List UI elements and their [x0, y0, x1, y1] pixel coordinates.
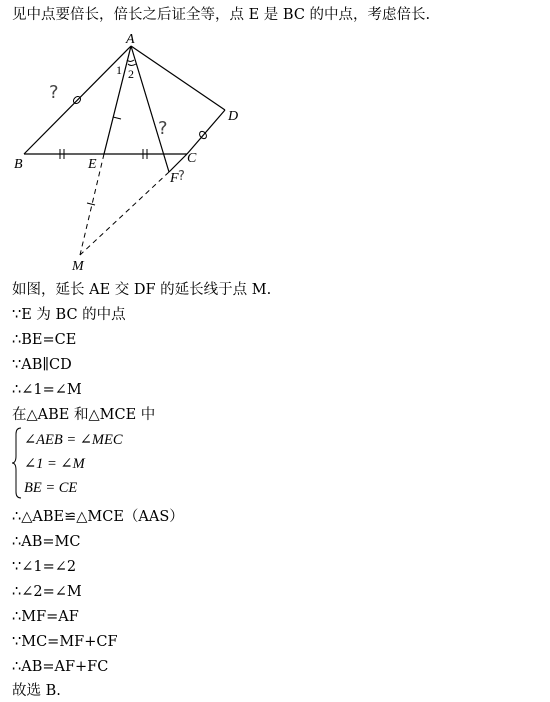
label-m: M	[72, 259, 84, 274]
segment-cd	[187, 110, 225, 154]
system-equation-1: ∠AEB = ∠MEC	[24, 432, 123, 448]
segment-fm-dashed	[80, 172, 169, 255]
question-mark-ab: ?	[49, 82, 59, 103]
label-e: E	[88, 157, 97, 172]
solution-line-10: ∴∠2=∠M	[12, 584, 82, 600]
angle-arc-2	[128, 64, 136, 66]
label-d: D	[228, 109, 239, 124]
system-equation-2: ∠1 = ∠M	[24, 456, 85, 472]
solution-line-3: ∴BE=CE	[12, 332, 77, 348]
intro-text: 见中点要倍长，倍长之后证全等，点 E 是 BC 的中点，考虑倍长.	[12, 7, 431, 23]
tick-ae	[113, 117, 121, 119]
angle-label-1: 1	[116, 63, 122, 77]
label-a: A	[126, 32, 135, 47]
segment-af	[131, 46, 169, 172]
solution-line-7: ∴△ABE≌△MCE（AAS）	[12, 509, 184, 525]
label-f: F	[170, 171, 179, 186]
tick-em	[87, 203, 95, 205]
angle-label-2: 2	[128, 67, 134, 81]
solution-line-13: ∴AB=AF+FC	[12, 659, 109, 675]
solution-line-11: ∴MF=AF	[12, 609, 79, 625]
segment-ab	[24, 46, 131, 154]
geometry-figure	[10, 30, 250, 275]
solution-line-8: ∴AB=MC	[12, 534, 81, 550]
label-c: C	[187, 151, 197, 166]
solution-line-12: ∵MC=MF+CF	[12, 634, 118, 650]
question-mark-af: ?	[158, 118, 168, 139]
solution-line-9: ∵∠1=∠2	[12, 559, 77, 575]
system-equation-3: BE = CE	[24, 480, 78, 496]
segment-ad	[131, 46, 225, 110]
solution-line-14: 故选 B.	[12, 683, 61, 699]
solution-line-2: ∵E 为 BC 的中点	[12, 307, 126, 323]
question-mark-f: ?	[178, 169, 185, 184]
system-brace	[12, 426, 24, 500]
solution-line-1: 如图，延长 AE 交 DF 的延长线于点 M.	[12, 282, 272, 298]
label-b: B	[14, 157, 23, 172]
solution-line-6: 在△ABE 和△MCE 中	[12, 407, 156, 423]
solution-line-5: ∴∠1=∠M	[12, 382, 82, 398]
solution-line-4: ∵AB∥CD	[12, 357, 72, 373]
